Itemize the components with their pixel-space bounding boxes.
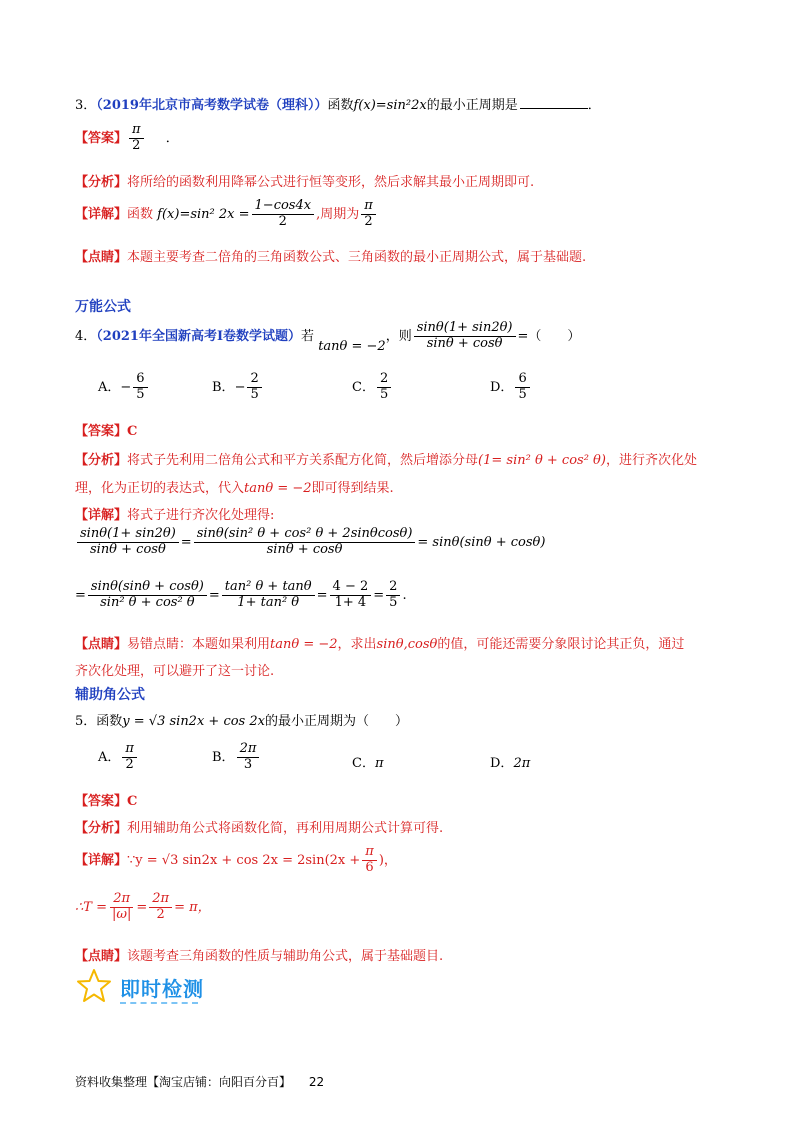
q5-comment-tag: 【点睛】 <box>75 949 128 964</box>
q5-analysis <box>75 817 443 836</box>
q4-option-d[interactable] <box>490 372 532 403</box>
q5-detail <box>75 845 397 876</box>
check-title-underline <box>120 1002 198 1004</box>
q5-t-end: = π， <box>174 899 211 915</box>
q4-option-a-num: 6 <box>133 372 147 388</box>
q4-eq1-left-den: sinθ + cosθ <box>89 541 166 557</box>
q3-number: 3． <box>75 98 97 113</box>
q5-option-a-den: 2 <box>125 756 134 772</box>
q3-answer-blank <box>520 108 588 109</box>
q3-period-den: 2 <box>364 213 373 229</box>
q4-stem-text-2: ，则 <box>385 328 412 344</box>
q5-detail-den: 6 <box>365 859 374 875</box>
q4-stem-text: 若 <box>301 328 315 344</box>
q4-eq2-numeric-num: 4 − 2 <box>330 580 372 596</box>
q5-t-num-2: 2π <box>149 892 172 908</box>
q3-answer <box>75 123 179 154</box>
q3-comment-text: 本题主要考查二倍角的三角函数公式、三角函数的最小正周期公式，属于基础题. <box>127 250 587 265</box>
q5-option-d[interactable] <box>490 752 530 771</box>
q4-eq1-middle-den: sinθ + cosθ <box>266 541 343 557</box>
q4-comment-tag: 【点睛】 <box>75 637 128 652</box>
q4-option-b[interactable] <box>212 372 264 403</box>
q4-eq2-middle-num: tan² θ + tanθ <box>222 580 315 596</box>
q4-detail <box>75 504 274 523</box>
q4-stem-text-3: =（ ） <box>517 328 581 344</box>
q5-option-a-fraction <box>122 742 137 773</box>
q3-comment-tag: 【点睛】 <box>75 250 128 265</box>
q4-eq1-left-num: sinθ(1+ sin2θ) <box>77 527 179 543</box>
q5-function: y = √3 sin2x + cos 2x <box>122 714 265 729</box>
q4-number: 4． <box>75 328 97 344</box>
q4-comment-cont <box>75 660 274 679</box>
q4-analysis-text-3: 理，化为正切的表达式，代入 <box>75 481 245 496</box>
q3-detail-text-2: ,周期为 <box>316 206 360 222</box>
q4-eq2-left <box>88 580 207 611</box>
q4-option-a[interactable] <box>98 372 150 403</box>
q3-detail-den: 2 <box>278 213 287 229</box>
q4-option-a-label: A． <box>98 379 121 395</box>
q4-analysis-text: 将式子先利用二倍角公式和平方关系配方化简，然后增添分母 <box>127 453 479 468</box>
q4-option-d-label: D． <box>490 379 514 395</box>
q5-option-c[interactable] <box>352 752 384 771</box>
q5-option-d-label: D． <box>490 756 514 771</box>
q3-detail-fraction <box>252 199 315 230</box>
q5-option-c-value: π <box>374 756 384 771</box>
q5-answer <box>75 790 137 809</box>
q3-analysis <box>75 171 534 190</box>
q5-stem-text-2: 的最小正周期为（ ） <box>264 714 408 729</box>
q5-t-fraction-2 <box>149 892 172 923</box>
q5-t-fraction-1 <box>109 892 134 923</box>
q4-comment-cond: tanθ = −2 <box>270 637 338 652</box>
q3-period-fraction <box>361 199 376 230</box>
footer-text: 资料收集整理【淘宝店铺：向阳百分百】 <box>75 1075 292 1089</box>
q4-eq2-middle-den: 1+ tan² θ <box>237 594 300 610</box>
q5-stem-text: 函数 <box>96 714 123 729</box>
q3-answer-den: 2 <box>132 137 141 153</box>
q4-option-b-den: 5 <box>250 386 259 402</box>
q4-condition: tanθ = −2 <box>318 338 386 354</box>
q4-eq2-end: . <box>402 587 407 603</box>
q3-answer-num: π <box>129 123 144 139</box>
q5-option-b-den: 3 <box>243 756 253 772</box>
q5-stem <box>75 710 408 729</box>
q5-option-a-label: A． <box>98 749 121 765</box>
q4-target-den: sinθ + cosθ <box>426 335 503 351</box>
q4-option-c-fraction <box>377 372 391 403</box>
q3-detail-num: 1−cos4x <box>252 199 315 215</box>
q5-t-label: ∴T = <box>75 899 107 915</box>
q4-eq1-middle-num: sinθ(sin² θ + cos² θ + 2sinθcosθ) <box>194 527 416 543</box>
q4-option-b-sign: − <box>234 379 246 395</box>
q5-option-b-num: 2π <box>237 742 260 758</box>
q5-t-den-1: |ω| <box>111 906 132 922</box>
q4-comment-text-3: 的值，可能还需要分象限讨论其正负，通过 <box>437 637 685 652</box>
q5-option-c-label: C． <box>352 756 375 771</box>
q4-answer-tag: 【答案】 <box>75 424 128 439</box>
q4-comment-vals: sinθ,cosθ <box>376 637 438 652</box>
q4-option-c[interactable] <box>352 372 393 403</box>
q5-comment <box>75 945 443 964</box>
q4-option-c-label: C． <box>352 379 375 395</box>
q3-detail-text: 函数 <box>127 206 154 222</box>
q4-equation-1: $\frac{\sin\theta(1+ \sin 2\theta)}{\sin\theta + \cos\theta}$ = $\frac{\text{sinθ(sin² θ + cos² θ + 2sinθcosθ)}}{\sin\theta + \cos\theta}$ = sinθ(sinθ + cosθ) <box>75 527 545 558</box>
q4-eq1-right: = sinθ(sinθ + cosθ) <box>417 534 546 550</box>
q4-source: （2021年全国新高考Ⅰ卷数学试题） <box>96 328 302 344</box>
q4-target-num: sinθ(1+ sin2θ) <box>414 321 516 337</box>
q4-eq2-result-den: 5 <box>389 594 398 610</box>
q5-detail-formula: ∵y = √3 sin2x + cos 2x = 2sin(2x + <box>127 852 361 868</box>
q4-option-a-sign: − <box>120 379 132 395</box>
q4-analysis-text-2: ，进行齐次化处 <box>605 453 697 468</box>
q4-eq2-numeric <box>330 580 372 611</box>
q4-target-fraction <box>414 321 516 352</box>
q4-eq1-left <box>77 527 179 558</box>
q5-option-a[interactable] <box>98 742 139 773</box>
q3-stem-text: 函数 <box>327 98 354 113</box>
q5-answer-value: C <box>127 794 138 809</box>
q3-detail-tag: 【详解】 <box>75 206 128 222</box>
q4-analysis <box>75 449 697 468</box>
q3-analysis-tag: 【分析】 <box>75 175 128 190</box>
q4-option-b-label: B． <box>212 379 235 395</box>
q3-comment <box>75 246 586 265</box>
q3-end: ． <box>587 98 601 113</box>
q4-option-c-den: 5 <box>379 386 389 402</box>
q4-analysis-cont <box>75 477 394 496</box>
q5-analysis-text: 利用辅助角公式将函数化简，再利用周期公式计算可得. <box>127 821 444 836</box>
star-icon <box>76 968 112 1004</box>
q5-option-d-value: 2π <box>513 756 531 771</box>
q5-option-a-num: π <box>122 742 137 758</box>
q4-eq1-middle <box>194 527 416 558</box>
q3-period-num: π <box>361 199 376 215</box>
q4-comment-text: 易错点睛：本题如果利用 <box>127 637 271 652</box>
page-footer <box>75 1073 324 1090</box>
q4-answer-value: C <box>127 424 138 439</box>
q4-option-b-fraction <box>247 372 261 403</box>
q4-detail-text: 将式子进行齐次化处理得: <box>127 508 275 523</box>
q4-analysis-formula: (1= sin² θ + cos² θ) <box>478 453 606 468</box>
q4-option-a-den: 5 <box>136 386 145 402</box>
q4-analysis-cond: tanθ = −2 <box>244 481 312 496</box>
q5-answer-tag: 【答案】 <box>75 794 128 809</box>
page-number: 22 <box>308 1075 325 1089</box>
q5-period-calc <box>75 892 211 923</box>
q3-source: （2019年北京市高考数学试卷（理科）） <box>96 98 328 113</box>
q5-detail-num: π <box>362 845 377 861</box>
q4-eq2-numeric-den: 1+ 4 <box>334 594 367 610</box>
q5-number: 5． <box>75 714 97 729</box>
q5-t-num-1: 2π <box>110 892 133 908</box>
q4-stem <box>75 321 580 352</box>
q3-detail-formula: f(x)=sin² 2x = <box>157 206 250 222</box>
q3-function: f(x)=sin²2x <box>353 98 427 113</box>
q3-answer-end: ． <box>165 130 179 146</box>
q4-option-d-num: 6 <box>515 372 529 388</box>
q5-option-b[interactable] <box>212 742 261 773</box>
q4-answer <box>75 420 137 439</box>
q5-t-den-2: 2 <box>156 906 165 922</box>
q5-detail-end: )， <box>378 852 397 868</box>
q4-option-d-fraction <box>515 372 529 403</box>
q4-option-c-num: 2 <box>377 372 391 388</box>
q4-eq2-result-num: 2 <box>386 580 400 596</box>
q3-stem <box>75 94 601 113</box>
q5-analysis-tag: 【分析】 <box>75 821 128 836</box>
q3-detail <box>75 199 378 230</box>
q4-option-b-num: 2 <box>247 372 261 388</box>
q5-option-b-fraction <box>237 742 260 773</box>
q4-eq2-middle <box>222 580 315 611</box>
q4-option-a-fraction <box>133 372 147 403</box>
q4-option-d-den: 5 <box>518 386 527 402</box>
q4-comment-text-2: ，求出 <box>337 637 377 652</box>
q5-detail-tag: 【详解】 <box>75 852 128 868</box>
q5-option-b-label: B． <box>212 749 235 765</box>
q4-analysis-text-4: 即可得到结果. <box>311 481 394 496</box>
q5-t-equals: = <box>136 899 148 915</box>
q3-answer-fraction <box>129 123 144 154</box>
q4-eq2-left-den: sin² θ + cos² θ <box>100 594 195 610</box>
q4-eq2-result <box>386 580 400 611</box>
q3-answer-tag: 【答案】 <box>75 130 128 146</box>
q4-comment-text-4: 齐次化处理，可以避开了这一讨论. <box>75 664 275 679</box>
q5-detail-fraction <box>362 845 377 876</box>
section-fuzhu-heading: 辅助角公式 <box>75 687 145 703</box>
q3-stem-text-2: 的最小正周期是 <box>426 98 518 113</box>
q3-analysis-text: 将所给的函数利用降幂公式进行恒等变形，然后求解其最小正周期即可. <box>127 175 535 190</box>
section-wanneng-heading: 万能公式 <box>75 299 131 315</box>
q4-comment <box>75 633 684 652</box>
q4-eq2-left-num: sinθ(sinθ + cosθ) <box>88 580 207 596</box>
q4-detail-tag: 【详解】 <box>75 508 128 523</box>
check-title: 即时检测 <box>120 977 204 1001</box>
q5-comment-text: 该题考查三角函数的性质与辅助角公式，属于基础题目. <box>127 949 444 964</box>
q4-analysis-tag: 【分析】 <box>75 453 128 468</box>
q4-equation-2: = $\frac{\sin\theta(\sin\theta + \cos\theta)}{\text{sin² θ + cos² θ}}$ = $\frac{\text{tan² θ + tanθ}}{\text{1+ tan² θ}}$ = $\frac{4 - 2}{1+ 4}$ = $\frac{2}{5}$ . <box>75 579 407 610</box>
